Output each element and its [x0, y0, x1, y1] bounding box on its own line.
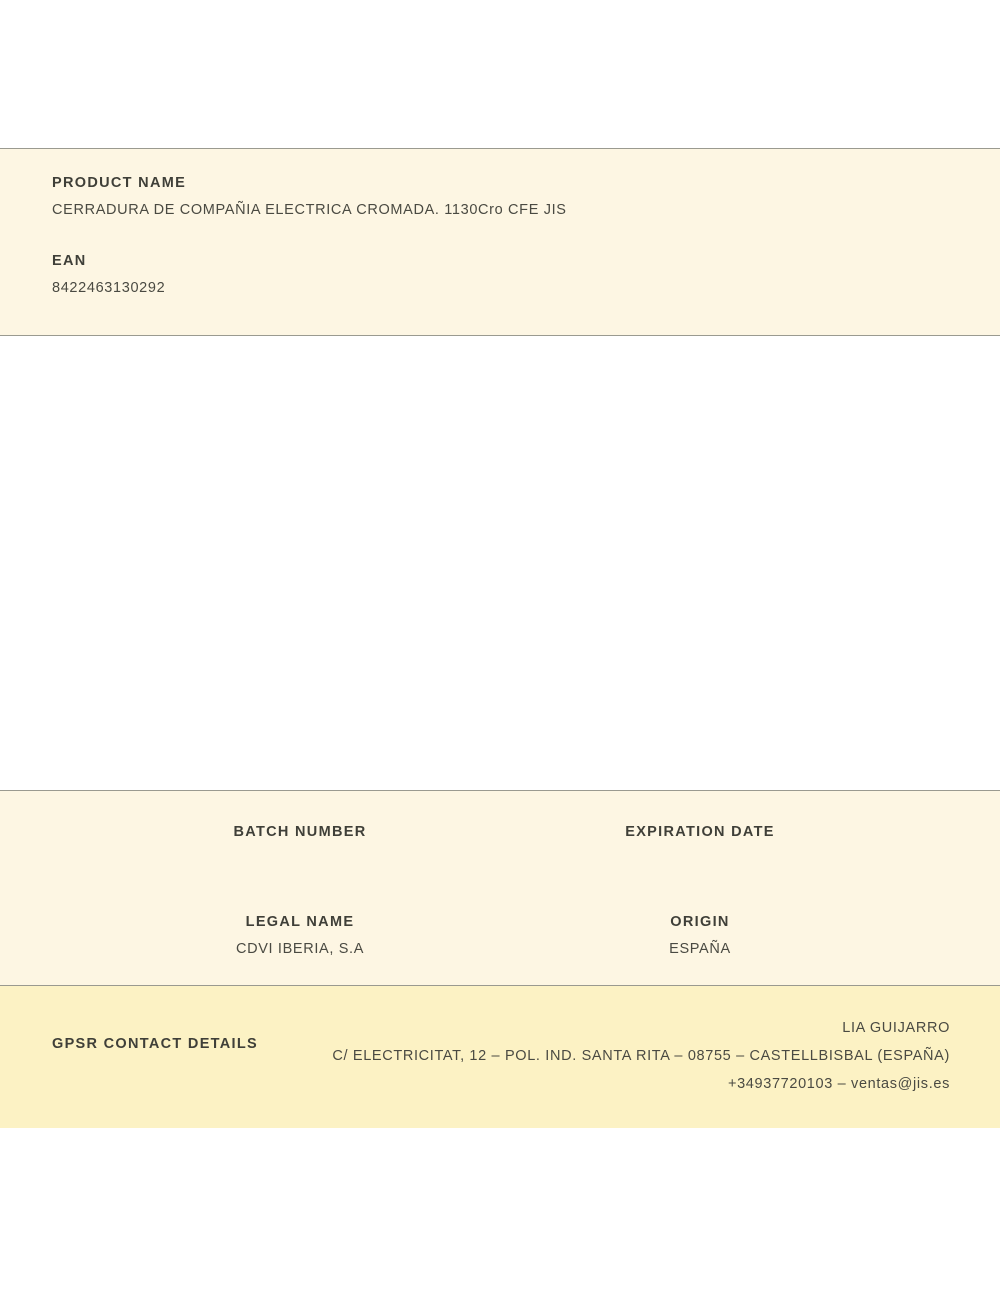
batch-number-field [100, 824, 500, 867]
blank-image-area [0, 336, 1000, 790]
gpsr-contact-name: LIA GUIJARRO [842, 1020, 950, 1036]
bottom-blank-area [0, 1128, 1000, 1300]
product-name-value: CERRADURA DE COMPAÑIA ELECTRICA CROMADA. 1130Cro CFE JIS [52, 202, 567, 218]
gpsr-contact-section [0, 986, 1000, 1128]
expiration-date-label: EXPIRATION DATE [625, 824, 775, 840]
legal-origin-row [0, 914, 1000, 957]
spacer [52, 218, 948, 253]
legal-name-field [100, 914, 500, 957]
product-name-label: PRODUCT NAME [52, 175, 187, 191]
expiration-date-field [500, 824, 900, 867]
origin-label: ORIGIN [670, 914, 730, 930]
legal-name-value: CDVI IBERIA, S.A [235, 941, 365, 957]
origin-value: ESPAÑA [669, 941, 731, 957]
origin-field [500, 914, 900, 957]
product-info-section [0, 148, 1000, 336]
gpsr-phone-email: +34937720103 – ventas@jis.es [727, 1076, 950, 1092]
batch-expiry-row [0, 824, 1000, 867]
expiration-date-value [500, 851, 900, 867]
ean-value: 8422463130292 [52, 280, 166, 296]
gpsr-contact-details [332, 1014, 950, 1098]
batch-number-label: BATCH NUMBER [233, 824, 367, 840]
gpsr-address: C/ ELECTRICITAT, 12 – POL. IND. SANTA RITA – 08755 – CASTELLBISBAL (ESPAÑA) [332, 1048, 950, 1064]
batch-origin-section [0, 790, 1000, 986]
gpsr-contact-label: GPSR CONTACT DETAILS [52, 1036, 259, 1052]
ean-label: EAN [52, 253, 87, 269]
legal-name-label: LEGAL NAME [245, 914, 355, 930]
batch-number-value [100, 851, 500, 867]
